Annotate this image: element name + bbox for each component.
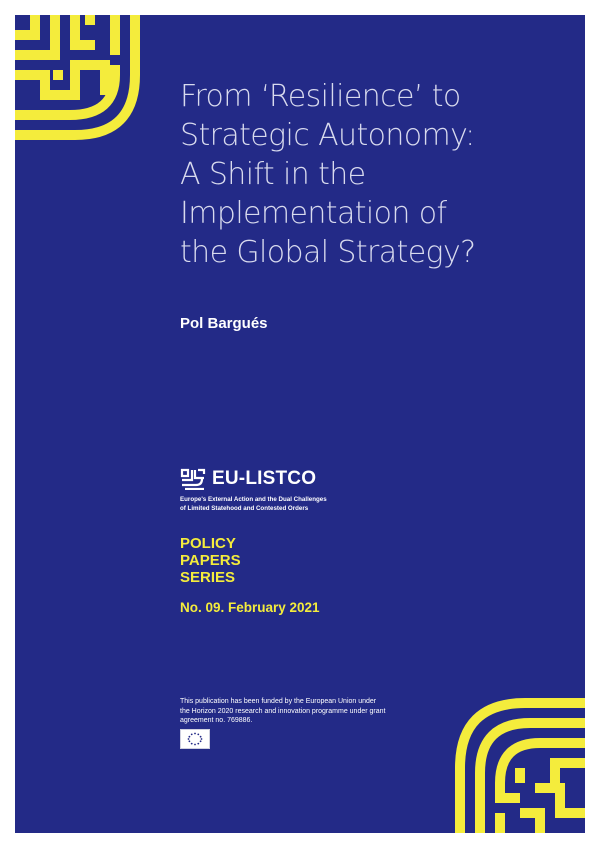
eu-listco-logo [180, 468, 316, 490]
funding-line: This publication has been funded by the European Union under [180, 698, 377, 705]
series-line: SERIES [180, 569, 236, 586]
series-line: POLICY [180, 535, 236, 552]
cover-page [15, 15, 585, 833]
funding-line: the Horizon 2020 research and innovation programme under grant [180, 707, 386, 715]
title-line: A Shift in the [180, 157, 366, 192]
tagline-line: of Limited Statehood and Contested Orders [180, 505, 309, 512]
author-name: Pol Bargués [180, 315, 268, 332]
eu-listco-logo-icon [180, 468, 206, 490]
funding-statement [180, 697, 386, 726]
logo-tagline [180, 495, 410, 513]
tagline-line: Europe's External Action and the Dual Challenges [180, 496, 327, 503]
logo-name: EU-LISTCO [212, 468, 317, 489]
issue-date: No. 09. February 2021 [180, 600, 320, 615]
series-line: PAPERS [180, 552, 241, 569]
eu-flag-icon [180, 729, 210, 749]
title-line: Implementation of [180, 196, 447, 231]
title-line: the Global Strategy? [180, 235, 476, 270]
maze-pattern-bottom-right [440, 688, 585, 833]
document-title [180, 77, 570, 272]
funding-line: agreement no. 769886. [180, 717, 253, 724]
series-label [180, 535, 241, 586]
title-line: Strategic Autonomy: [180, 118, 475, 153]
title-line: From ‘Resilience’ to [180, 79, 461, 114]
maze-pattern-top-left [15, 15, 155, 155]
